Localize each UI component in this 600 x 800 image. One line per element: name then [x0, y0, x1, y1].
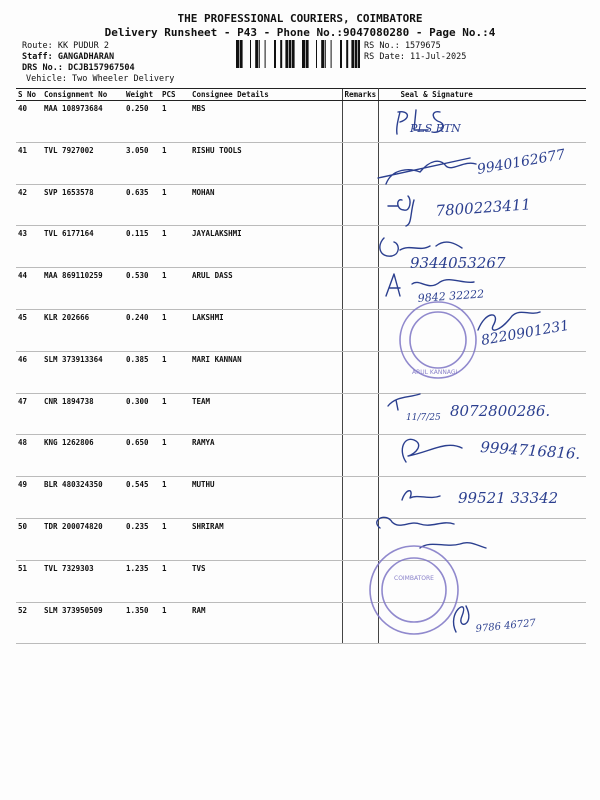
- cell-sno: 47: [16, 393, 42, 435]
- barcode-bar: [265, 40, 266, 68]
- cell-pcs: 1: [160, 351, 190, 393]
- cell-seal: [378, 518, 586, 560]
- cell-seal: [378, 268, 586, 310]
- barcode-bar: [331, 40, 332, 68]
- cell-weight: 1.235: [124, 560, 160, 602]
- cell-consignment: MAA 869110259: [42, 268, 124, 310]
- cell-sno: 49: [16, 477, 42, 519]
- barcode-bar: [316, 40, 317, 68]
- cell-weight: 0.385: [124, 351, 160, 393]
- cell-weight: 3.050: [124, 142, 160, 184]
- cell-consignee: LAKSHMI: [190, 309, 342, 351]
- cell-consignee: SHRIRAM: [190, 518, 342, 560]
- company-title: THE PROFESSIONAL COURIERS, COIMBATORE: [177, 12, 423, 25]
- barcode-bar: [274, 40, 276, 68]
- cell-remarks: [342, 477, 378, 519]
- barcode-bar: [292, 40, 295, 68]
- barcode-icon: [236, 40, 360, 68]
- cell-remarks: [342, 309, 378, 351]
- cell-consignment: TDR 200074820: [42, 518, 124, 560]
- cell-remarks: [342, 393, 378, 435]
- cell-consignee: MUTHU: [190, 477, 342, 519]
- barcode-bar: [259, 40, 260, 68]
- cell-seal: [378, 351, 586, 393]
- cell-seal: [378, 142, 586, 184]
- cell-seal: [378, 226, 586, 268]
- cell-remarks: [342, 560, 378, 602]
- cell-pcs: 1: [160, 268, 190, 310]
- cell-remarks: [342, 602, 378, 644]
- cell-consignee: RISHU TOOLS: [190, 142, 342, 184]
- cell-sno: 50: [16, 518, 42, 560]
- barcode-bar: [240, 40, 243, 68]
- runsheet-table: [16, 88, 586, 644]
- cell-pcs: 1: [160, 226, 190, 268]
- cell-weight: 0.240: [124, 309, 160, 351]
- barcode-bar: [285, 40, 288, 68]
- cell-seal: [378, 560, 586, 602]
- table-row: [16, 351, 586, 393]
- cell-remarks: [342, 184, 378, 226]
- handwriting-r42: 7800223411: [435, 195, 532, 220]
- table-row: [16, 309, 586, 351]
- cell-weight: 0.250: [124, 101, 160, 143]
- col-weight: Weight: [124, 89, 160, 101]
- cell-consignment: MAA 108973684: [42, 101, 124, 143]
- handwriting-r46: 8220901231: [479, 317, 571, 349]
- cell-sno: 42: [16, 184, 42, 226]
- cell-sno: 51: [16, 560, 42, 602]
- cell-remarks: [342, 142, 378, 184]
- cell-sno: 44: [16, 268, 42, 310]
- cell-consignee: JAYALAKSHMI: [190, 226, 342, 268]
- staff-label: Staff: GANGADHARAN: [22, 52, 115, 62]
- barcode-bar: [351, 40, 354, 68]
- cell-consignment: KNG 1262806: [42, 435, 124, 477]
- cell-weight: 0.115: [124, 226, 160, 268]
- vehicle-label: Vehicle: Two Wheeler Delivery: [26, 74, 175, 84]
- col-consignee: Consignee Details: [190, 89, 342, 101]
- cell-pcs: 1: [160, 518, 190, 560]
- cell-pcs: 1: [160, 393, 190, 435]
- barcode-bar: [255, 40, 258, 68]
- col-remarks: Remarks: [342, 89, 378, 101]
- table-row: [16, 101, 586, 143]
- cell-seal: [378, 602, 586, 644]
- cell-weight: 0.650: [124, 435, 160, 477]
- table-header-row: [16, 89, 586, 101]
- col-seal: Seal & Signature: [378, 89, 586, 101]
- table-row: [16, 142, 586, 184]
- cell-seal: [378, 309, 586, 351]
- col-sno: S No: [16, 89, 42, 101]
- cell-sno: 52: [16, 602, 42, 644]
- cell-pcs: 1: [160, 184, 190, 226]
- table-row: [16, 477, 586, 519]
- barcode-bar: [289, 40, 291, 68]
- cell-weight: 0.235: [124, 518, 160, 560]
- cell-consignment: CNR 1894738: [42, 393, 124, 435]
- cell-consignee: RAMYA: [190, 435, 342, 477]
- handwriting-r47: 8072800286.: [450, 402, 551, 420]
- table-row: [16, 268, 586, 310]
- table-row: [16, 226, 586, 268]
- barcode-bar: [346, 40, 348, 68]
- rs-date: RS Date: 11-Jul-2025: [364, 52, 467, 62]
- cell-sno: 43: [16, 226, 42, 268]
- table-row: [16, 602, 586, 644]
- barcode-bar: [325, 40, 326, 68]
- cell-remarks: [342, 351, 378, 393]
- barcode-bar: [321, 40, 324, 68]
- barcode-bar: [340, 40, 342, 68]
- cell-pcs: 1: [160, 477, 190, 519]
- cell-consignment: TVL 7329303: [42, 560, 124, 602]
- cell-pcs: 1: [160, 309, 190, 351]
- cell-consignee: MARI KANNAN: [190, 351, 342, 393]
- rs-number: RS No.: 1579675: [364, 41, 441, 51]
- table-row: [16, 393, 586, 435]
- cell-seal: [378, 101, 586, 143]
- cell-weight: 1.350: [124, 602, 160, 644]
- cell-seal: [378, 477, 586, 519]
- cell-sno: 48: [16, 435, 42, 477]
- barcode-bar: [358, 40, 360, 68]
- runsheet-subtitle: Delivery Runsheet - P43 - Phone No.:9047080280 - Page No.:4: [104, 26, 496, 39]
- cell-seal: [378, 184, 586, 226]
- col-consignment: Consignment No: [42, 89, 124, 101]
- stamp-text: COIMBATORE: [394, 575, 434, 582]
- handwriting-r40: PLS RTN: [410, 122, 461, 135]
- barcode-bar: [306, 40, 309, 68]
- cell-seal: [378, 393, 586, 435]
- cell-remarks: [342, 268, 378, 310]
- handwriting-r43: 9344053267: [410, 254, 506, 272]
- cell-weight: 0.545: [124, 477, 160, 519]
- cell-consignee: ARUL DASS: [190, 268, 342, 310]
- cell-consignment: BLR 480324350: [42, 477, 124, 519]
- cell-remarks: [342, 435, 378, 477]
- barcode-bar: [236, 40, 239, 68]
- table-row: [16, 435, 586, 477]
- handwriting-r52: 9786 46727: [475, 617, 537, 635]
- cell-consignee: MBS: [190, 101, 342, 143]
- col-pcs: PCS: [160, 89, 190, 101]
- drs-label: DRS No.: DCJB157967504: [22, 63, 135, 73]
- cell-pcs: 1: [160, 435, 190, 477]
- cell-pcs: 1: [160, 560, 190, 602]
- cell-consignee: RAM: [190, 602, 342, 644]
- barcode-bar: [280, 40, 282, 68]
- cell-pcs: 1: [160, 101, 190, 143]
- cell-consignment: SVP 1653578: [42, 184, 124, 226]
- barcode-bar: [302, 40, 305, 68]
- handwriting-r49: 99521 33342: [458, 489, 559, 507]
- handwriting-r44: 9842 32222: [417, 287, 485, 305]
- handwriting-r48: 9994716816.: [479, 438, 581, 463]
- cell-remarks: [342, 101, 378, 143]
- cell-sno: 41: [16, 142, 42, 184]
- cell-pcs: 1: [160, 142, 190, 184]
- cell-consignee: TEAM: [190, 393, 342, 435]
- cell-seal: [378, 435, 586, 477]
- table-row: [16, 184, 586, 226]
- table-row: [16, 518, 586, 560]
- cell-weight: 0.635: [124, 184, 160, 226]
- cell-consignee: MOHAN: [190, 184, 342, 226]
- handwriting-r47-date: 11/7/25: [406, 413, 441, 423]
- cell-remarks: [342, 226, 378, 268]
- handwriting-r41: 9940162677: [475, 146, 567, 178]
- route-label: Route: KK PUDUR 2: [22, 41, 109, 51]
- cell-consignment: KLR 202666: [42, 309, 124, 351]
- stamp-text: ARUL KANNAGI: [412, 369, 458, 376]
- cell-sno: 40: [16, 101, 42, 143]
- cell-sno: 45: [16, 309, 42, 351]
- cell-remarks: [342, 518, 378, 560]
- cell-sno: 46: [16, 351, 42, 393]
- cell-consignee: TVS: [190, 560, 342, 602]
- cell-pcs: 1: [160, 602, 190, 644]
- cell-consignment: TVL 7927002: [42, 142, 124, 184]
- cell-weight: 0.530: [124, 268, 160, 310]
- cell-consignment: SLM 373950509: [42, 602, 124, 644]
- barcode-bar: [355, 40, 357, 68]
- barcode-bar: [250, 40, 251, 68]
- cell-consignment: SLM 373913364: [42, 351, 124, 393]
- cell-weight: 0.300: [124, 393, 160, 435]
- cell-consignment: TVL 6177164: [42, 226, 124, 268]
- table-row: [16, 560, 586, 602]
